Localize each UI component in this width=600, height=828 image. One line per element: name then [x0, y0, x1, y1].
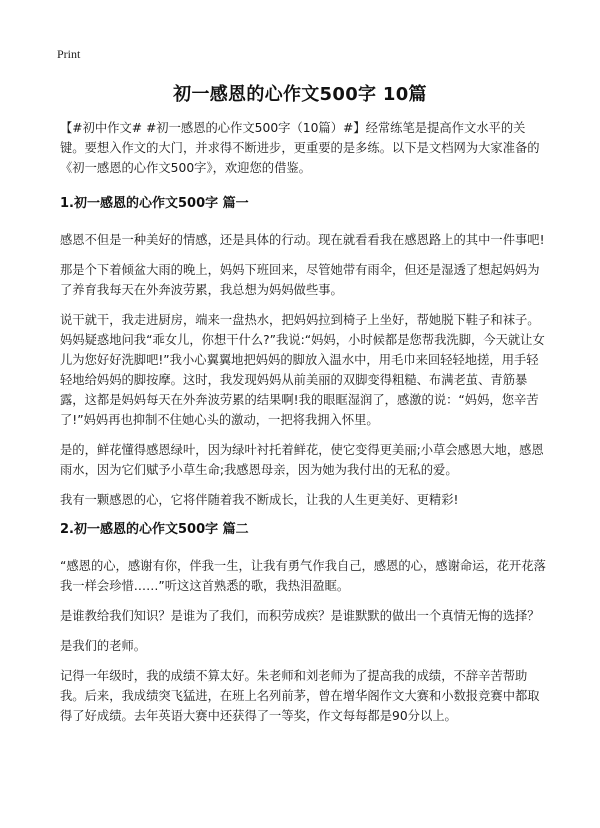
document-body	[60, 118, 548, 736]
paragraph: 是我们的老师。	[60, 639, 147, 653]
paragraph: 记得一年级时，我的成绩不算太好。朱老师和刘老师为了提高我的成绩，不辞辛苦帮助我。后来，我成绩突飞猛进，在班上名列前茅，曾在增华阁作文大赛和小数报竞赛中都取得了好成绩。去年英语大赛中还获得了一等奖，作文每每都是90分以上。	[60, 669, 540, 723]
paragraph: 感恩不但是一种美好的情感，还是具体的行动。现在就看看我在感恩路上的其中一件事吧!	[60, 233, 545, 247]
page-title: 初一感恩的心作文500字 10篇	[173, 84, 427, 105]
paragraph: 那是个下着倾盆大雨的晚上，妈妈下班回来，尽管她带有雨伞，但还是湿透了想起妈妈为了养育我每天在外奔波劳累，我总想为妈妈做些事。	[60, 263, 540, 297]
section-heading-2: 2.初一感恩的心作文500字 篇二	[60, 522, 249, 537]
paragraph: “感恩的心，感谢有你，伴我一生，让我有勇气作我自己，感恩的心，感谢命运，花开花落我一样会珍惜……”听这这首熟悉的歌，我热泪盈眶。	[60, 559, 546, 593]
paragraph: 我有一颗感恩的心，它将伴随着我不断成长，让我的人生更美好、更精彩!	[60, 493, 459, 507]
print-label: Print	[57, 47, 81, 61]
paragraph: 是谁教给我们知识？是谁为了我们，而积劳成疾？是谁默默的做出一个真情无悔的选择？	[60, 609, 540, 623]
paragraph: 是的，鲜花懂得感恩绿叶，因为绿叶衬托着鲜花，使它变得更美丽;小草会感恩大地，感恩雨水，因为它们赋予小草生命;我感恩母亲，因为她为我付出的无私的爱。	[60, 443, 544, 477]
paragraph: 说干就干，我走进厨房，端来一盘热水，把妈妈拉到椅子上坐好，帮她脱下鞋子和袜子。妈妈疑惑地问我“乖女儿，你想干什么?”我说:“妈妈，小时候都是您帮我洗脚，今天就让女儿为您好好洗脚吧!”我小心翼翼地把妈妈的脚放入温水中，用毛巾来回轻轻地搓，用手轻轻地给妈妈的脚按摩。这时，我发现妈妈从前美丽的双脚变得粗糙、布满老茧、青筋暴露，这都是妈妈每天在外奔波劳累的结果啊!我的眼眶湿润了，感激的说：“妈妈，您辛苦了!”妈妈再也抑制不住她心头的激动，一把将我拥入怀里。	[60, 313, 545, 427]
intro-paragraph: 【#初中作文# #初一感恩的心作文500字（10篇）#】经常练笔是提高作文水平的关键。要想入作文的大门，并求得不断进步，更重要的是多练。以下是文档网为大家准备的《初一感恩的心作文500字》，欢迎您的借鉴。	[60, 121, 540, 175]
section-heading-1: 1.初一感恩的心作文500字 篇一	[60, 196, 249, 211]
